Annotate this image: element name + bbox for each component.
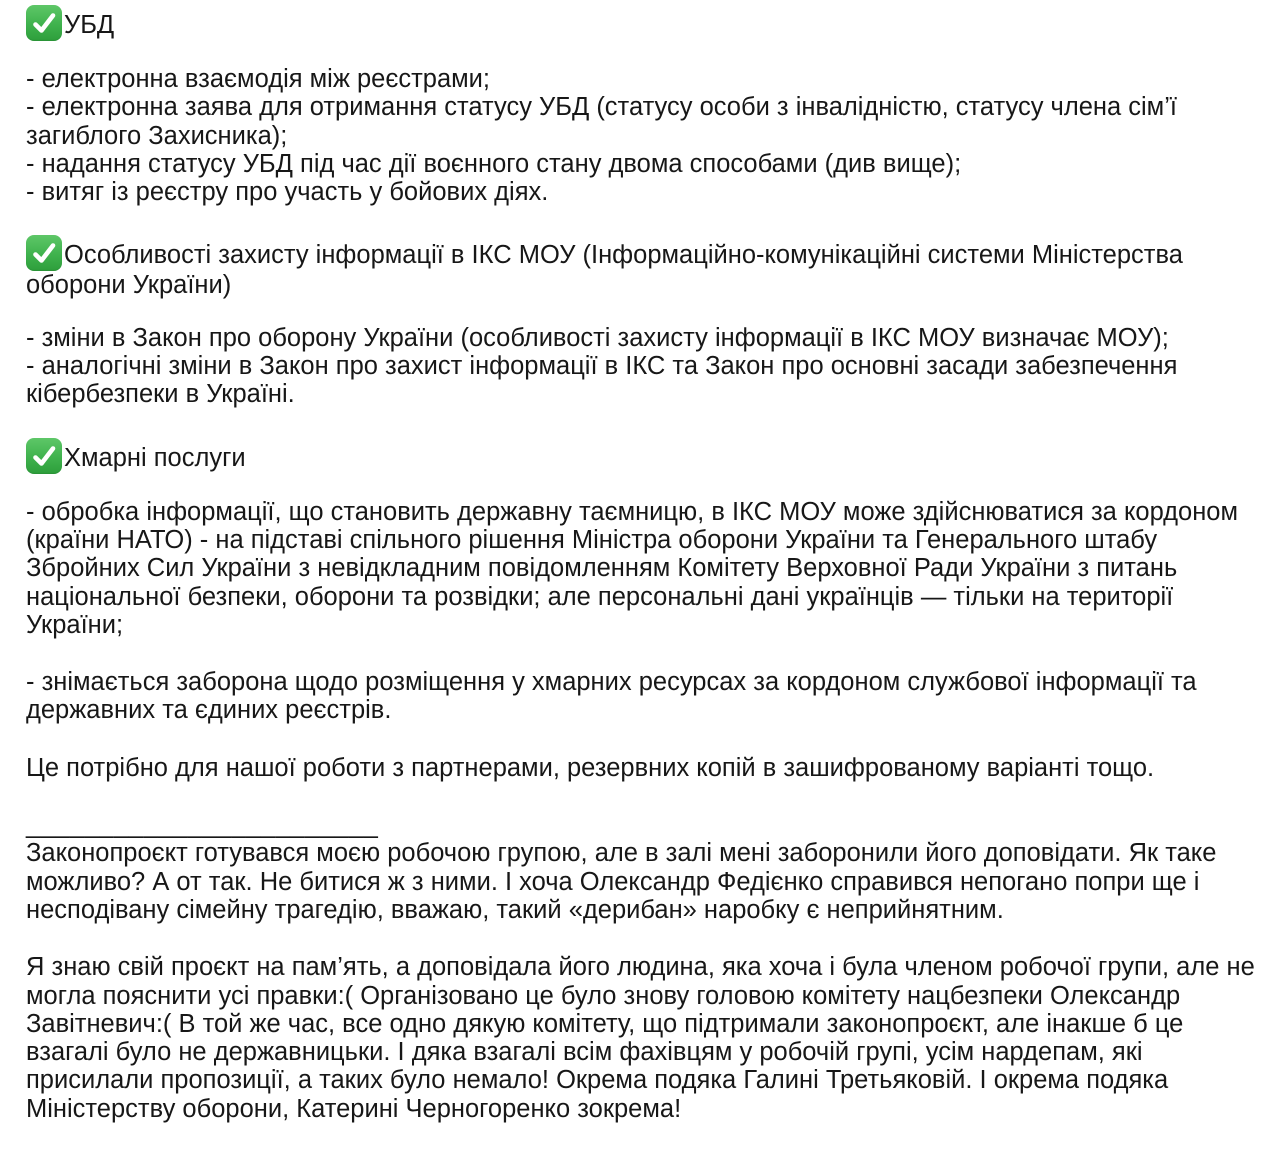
check-mark-icon [26,235,62,271]
section-heading-text: Особливості захисту інформації в ІКС МОУ (Інформаційно-комунікаційні системи Міністерства оборони України) [26,241,1183,300]
paragraph-cloud-ban-lifted: - знімається заборона щодо розміщення у хмарних ресурсах за кордоном службової інформації та державних та єдиних реєстрів. [26,668,1204,725]
separator-line: ________________________ [26,811,379,840]
section-heading-text: Хмарні послуги [64,443,246,472]
section-heading-iks-mou [26,235,1258,299]
check-mark-icon [26,438,62,474]
section-heading-text: УБД [64,11,115,39]
paragraph-law-changes: - зміни в Закон про оборону України (особливості захисту інформації в ІКС МОУ визначає МОУ); - аналогічні зміни в Закон про захист інформації в ІКС та Закон про основні засади забезпечення кібербезпеки в Україні. [26,323,1178,409]
paragraph-ubd-items: - електронна взаємодія між реєстрами; - електронна заява для отримання статусу УБД (статусу особи з інвалідністю, статусу члена сім’ї загиблого Захисника); - надання статусу УБД під час дії воєнного стану двома способами (див вище); - витяг із реєстру про участь у бойових діях. [26,65,1177,207]
paragraph-purpose: Це потрібно для нашої роботи з партнерами, резервних копій в зашифрованому варіанті тощо. [26,753,1155,782]
section-heading-cloud [26,438,1258,474]
section-heading-ubd [26,5,1258,41]
paragraph-data-processing: - обробка інформації, що становить державну таємницю, в ІКС МОУ може здійснюватися за кордоном (країни НАТО) - на підставі спільного рішення Міністра оборони України та Генерального штабу Збройних Сил України з невідкладним повідомленням Комітету Верховної Ради України з питань національної безпеки, оборони та розвідки; але персональні дані українців — тільки на території України; [26,497,1246,639]
paragraph-bill-commentary: Законопроєкт готувався моєю робочою групою, але в залі мені заборонили його доповідати. Як таке можливо? А от так. Не битися ж з ними. І хоча Олександр Федієнко справився непогано попри ще і несподівану сімейну трагедію, вважаю, такий «дерибан» наробку є неприйнятним. [26,839,1224,924]
paragraph-acknowledgements: Я знаю свій проєкт на пам’ять, а доповідала його людина, яка хоча і була членом робочої групи, але не могла пояснити усі правки:( Організовано це було знову головою комітету нацбезпеки Олександр Завітневич:( В той же час, все одно дякую комітету, що підтримали законопроєкт, але інакше б це взагалі було не державницьки. І дяка взагалі всім фахівцям у робочій групі, усім нардепам, які присилали пропозиції, а таких було немало! Окрема подяка Галині Третьяковій. І окрема подяка Міністерству оборони, Катерині Черногоренко зокрема! [26,953,1262,1123]
check-mark-icon [26,5,62,41]
